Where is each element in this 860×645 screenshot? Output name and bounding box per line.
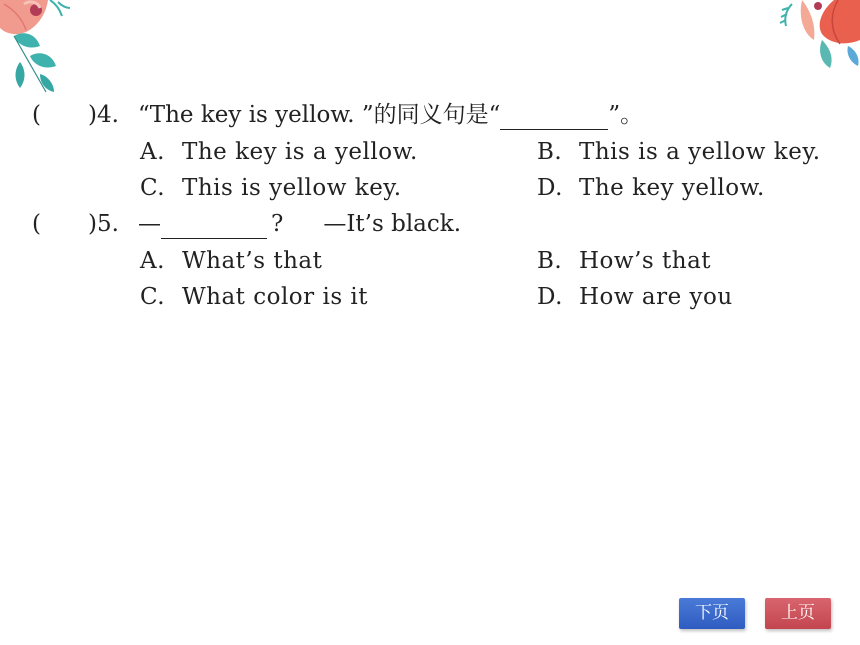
question-stem-text: “The key is yellow. ”的同义句是“ [138, 102, 501, 128]
option-b [537, 246, 711, 276]
option-text: This is yellow key. [182, 175, 402, 201]
option-letter: C. [140, 284, 166, 310]
option-text: What’s that [182, 248, 323, 274]
dialogue-reply: —It’s black. [323, 211, 462, 237]
option-letter: D. [537, 284, 563, 310]
option-text: How’s that [579, 248, 712, 274]
option-c [140, 282, 368, 312]
question-number: )5. [88, 211, 119, 237]
answer-blank [161, 214, 267, 239]
floral-decoration-left [0, 0, 120, 95]
question-stem [138, 209, 461, 239]
dialogue-dash: — [138, 211, 161, 237]
option-d [537, 282, 733, 312]
option-text: How are you [579, 284, 733, 310]
question-mark: ? [271, 211, 284, 237]
option-letter: A. [140, 248, 165, 274]
option-a [140, 137, 418, 167]
option-letter: C. [140, 175, 166, 201]
previous-page-button[interactable]: 上页 [765, 598, 831, 629]
answer-blank [500, 105, 608, 130]
option-d [537, 173, 765, 203]
answer-paren-open: ( [32, 211, 41, 237]
option-text: This is a yellow key. [579, 139, 821, 165]
question-stem-end: ”。 [608, 102, 644, 128]
option-letter: A. [140, 139, 165, 165]
question-number: )4. [88, 102, 119, 128]
option-letter: B. [537, 248, 563, 274]
floral-decoration-right [730, 0, 860, 70]
option-text: What color is it [182, 284, 369, 310]
answer-paren-open: ( [32, 102, 41, 128]
next-page-button[interactable]: 下页 [679, 598, 745, 629]
option-letter: B. [537, 139, 563, 165]
option-c [140, 173, 402, 203]
option-text: The key yellow. [579, 175, 765, 201]
option-b [537, 137, 821, 167]
option-letter: D. [537, 175, 563, 201]
option-a [140, 246, 322, 276]
question-stem [138, 100, 643, 130]
option-text: The key is a yellow. [182, 139, 418, 165]
